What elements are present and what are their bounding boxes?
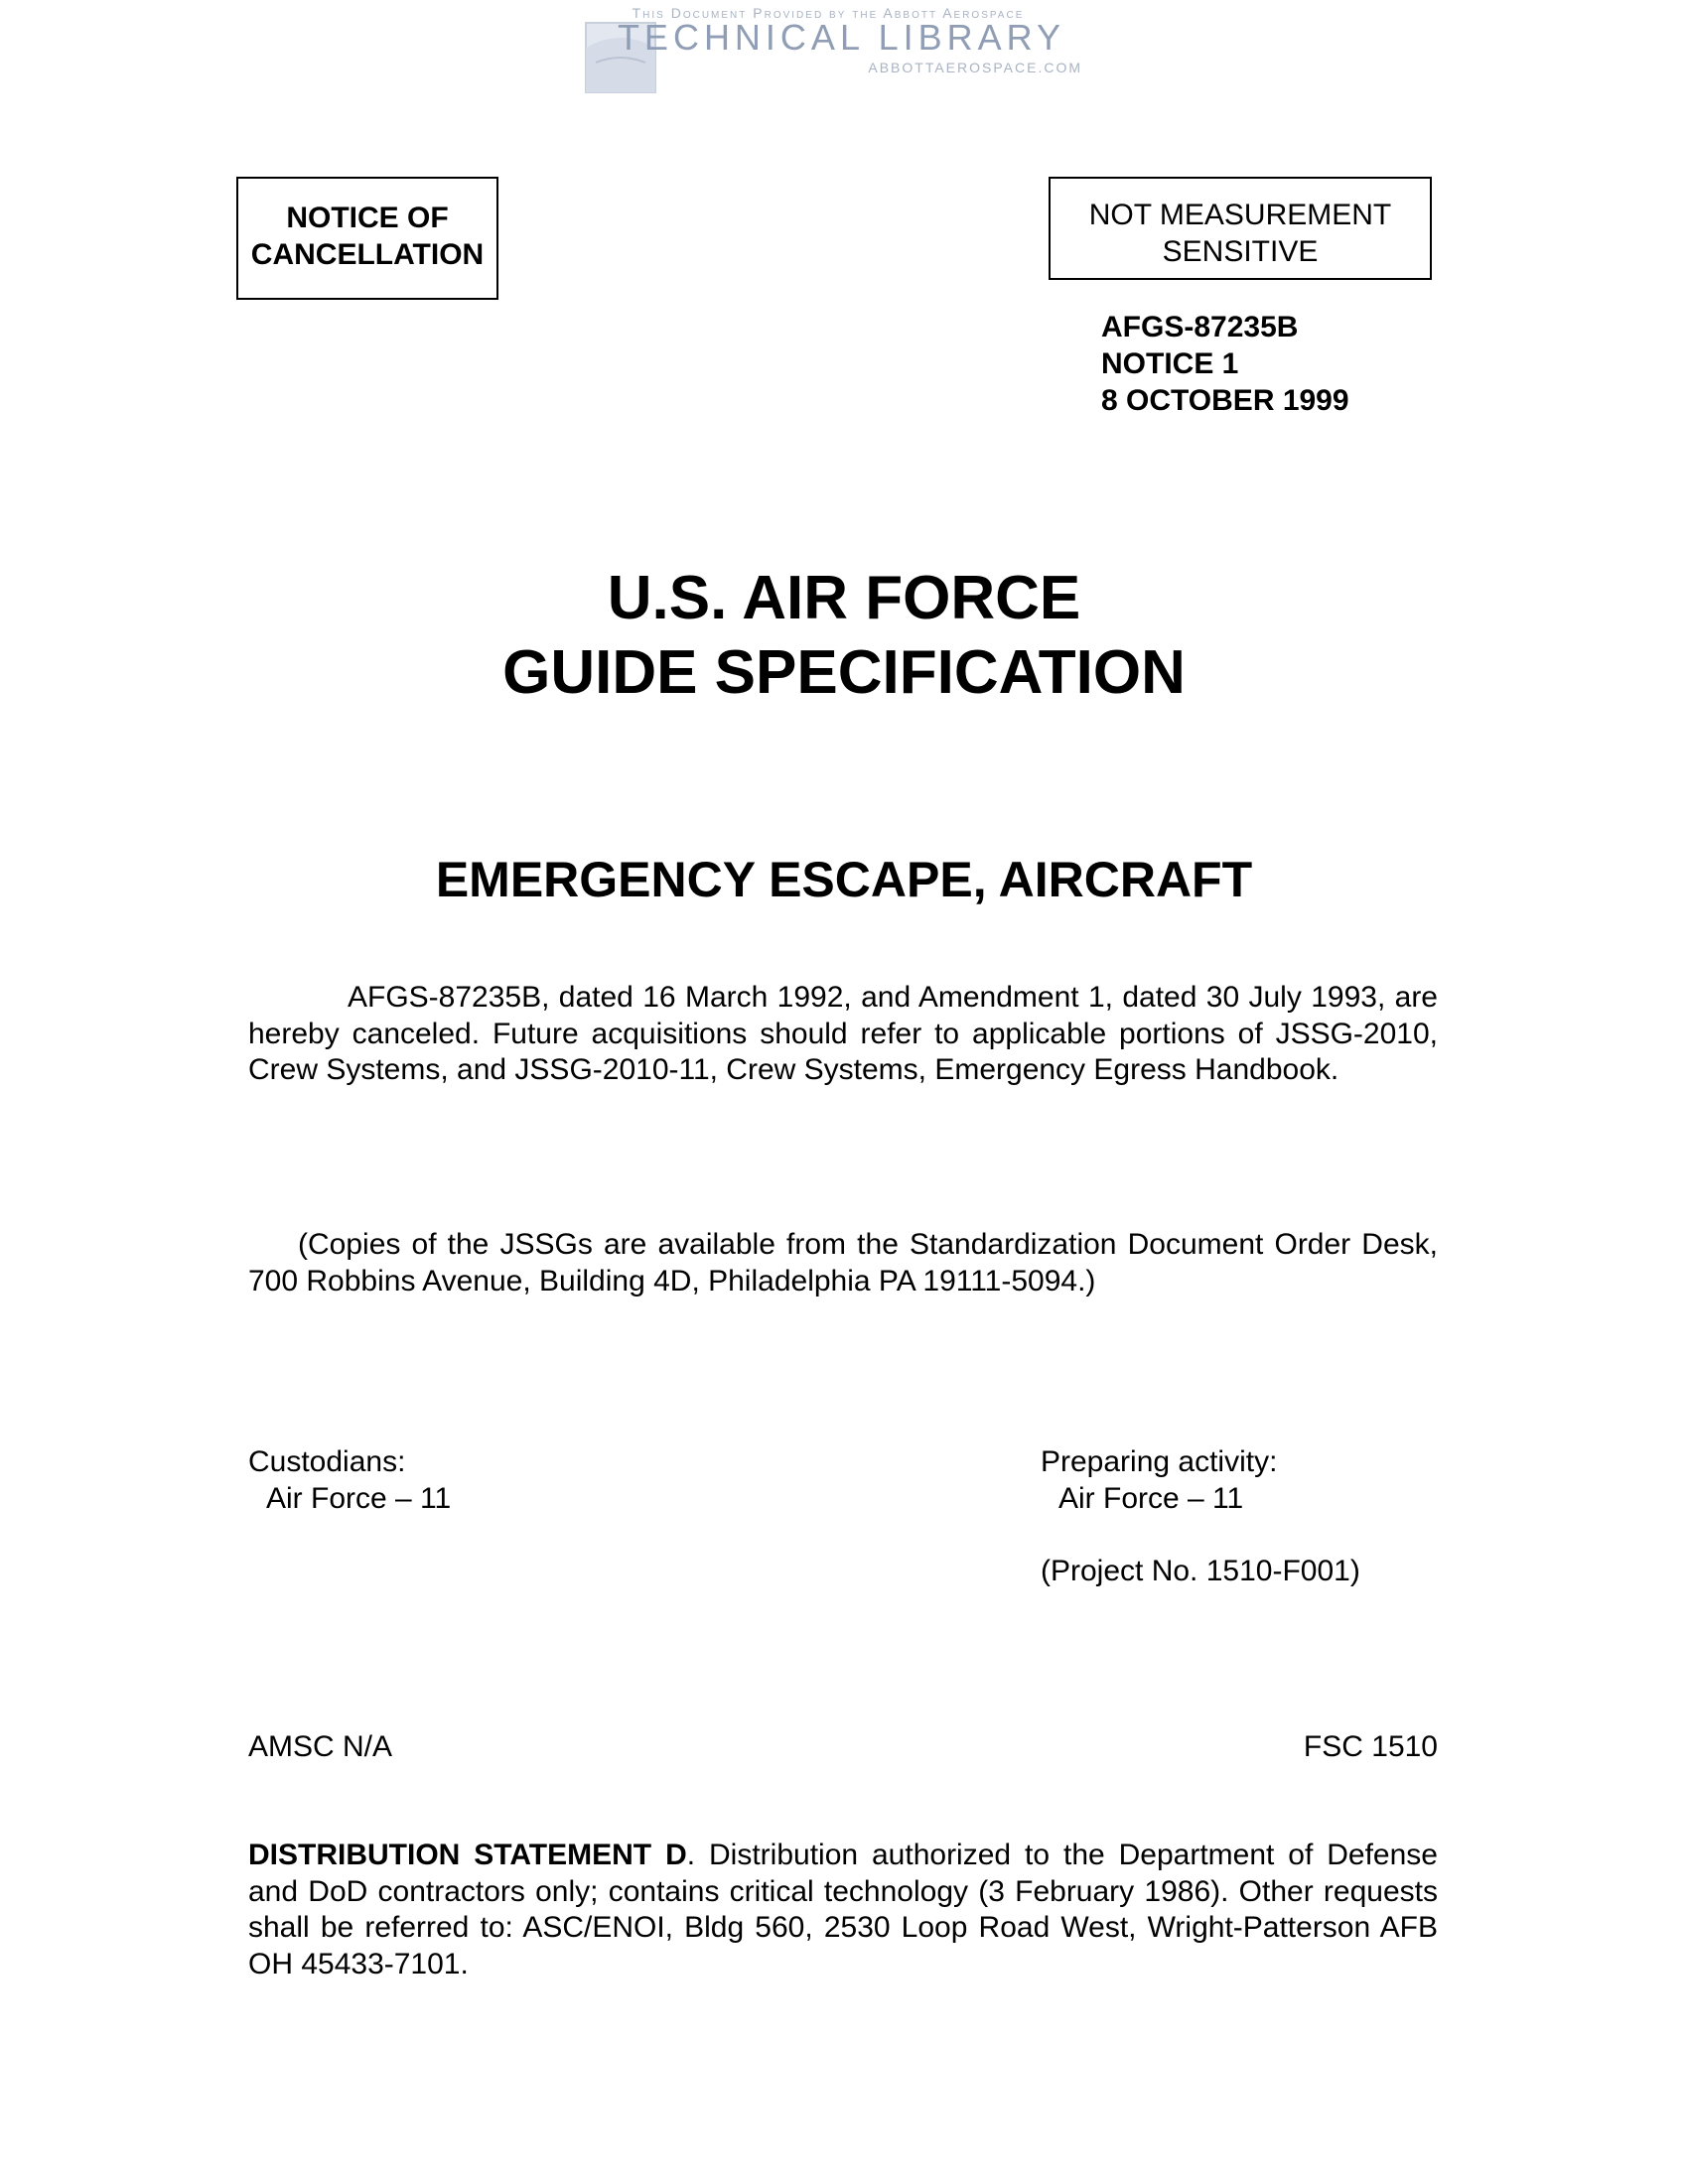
title-line2: GUIDE SPECIFICATION	[502, 638, 1186, 707]
project-number: (Project No. 1510-F001)	[1041, 1555, 1360, 1587]
measurement-box-line1: NOT MEASUREMENT	[1088, 199, 1392, 231]
preparing-activity-block	[1041, 1444, 1277, 1517]
distribution-label: DISTRIBUTION STATEMENT D	[248, 1839, 687, 1871]
preparing-activity-value: Air Force – 11	[1058, 1481, 1244, 1515]
amsc-code: AMSC N/A	[248, 1730, 393, 1763]
cancellation-paragraph: AFGS-87235B, dated 16 March 1992, and Amendment 1, dated 30 July 1993, are hereby canceled. Future acquisitions should refer to applicable portions of JSSG-2010, Crew Systems, and JSSG-2010-11, Crew Systems, Emergency Egress Handbook.	[248, 981, 1438, 1086]
measurement-sensitivity-box	[1049, 177, 1432, 280]
document-date: 8 OCTOBER 1999	[1101, 384, 1349, 417]
watermark-provider-text: This Document Provided by the Abbott Aerospace	[632, 5, 1025, 21]
title-line1: U.S. AIR FORCE	[607, 564, 1081, 632]
document-notice: NOTICE 1	[1101, 347, 1239, 380]
document-number: AFGS-87235B	[1101, 311, 1299, 343]
document-subtitle: EMERGENCY ESCAPE, AIRCRAFT	[435, 852, 1253, 907]
distribution-statement	[248, 1838, 1438, 1982]
measurement-box-line2: SENSITIVE	[1162, 235, 1319, 268]
notice-box-line2: CANCELLATION	[250, 238, 485, 271]
custodians-block	[248, 1444, 451, 1517]
document-identifier	[1101, 309, 1349, 419]
fsc-code: FSC 1510	[1303, 1730, 1438, 1763]
notice-of-cancellation-box	[236, 177, 498, 300]
page-title	[0, 561, 1688, 710]
notice-box-line1: NOTICE OF	[286, 202, 449, 234]
custodians-value: Air Force – 11	[266, 1481, 452, 1515]
copies-paragraph: (Copies of the JSSGs are available from the Standardization Document Order Desk, 700 Robbins Avenue, Building 4D, Philadelphia PA 19111-5094.)	[248, 1228, 1438, 1297]
watermark-website: ABBOTTAEROSPACE.COM	[868, 60, 1082, 75]
watermark-library-title: TECHNICAL LIBRARY	[617, 17, 1066, 58]
custodians-label: Custodians:	[248, 1445, 406, 1478]
preparing-activity-label: Preparing activity:	[1041, 1445, 1278, 1478]
distribution-text: . Distribution authorized to the Department of Defense and DoD contractors only; contains critical technology (3 February 1986). Other requests shall be referred to: ASC/ENOI, Bldg 560, 2530 Loop Road West, Wright-Patterson AFB OH 45433-7101.	[248, 1839, 1438, 1980]
